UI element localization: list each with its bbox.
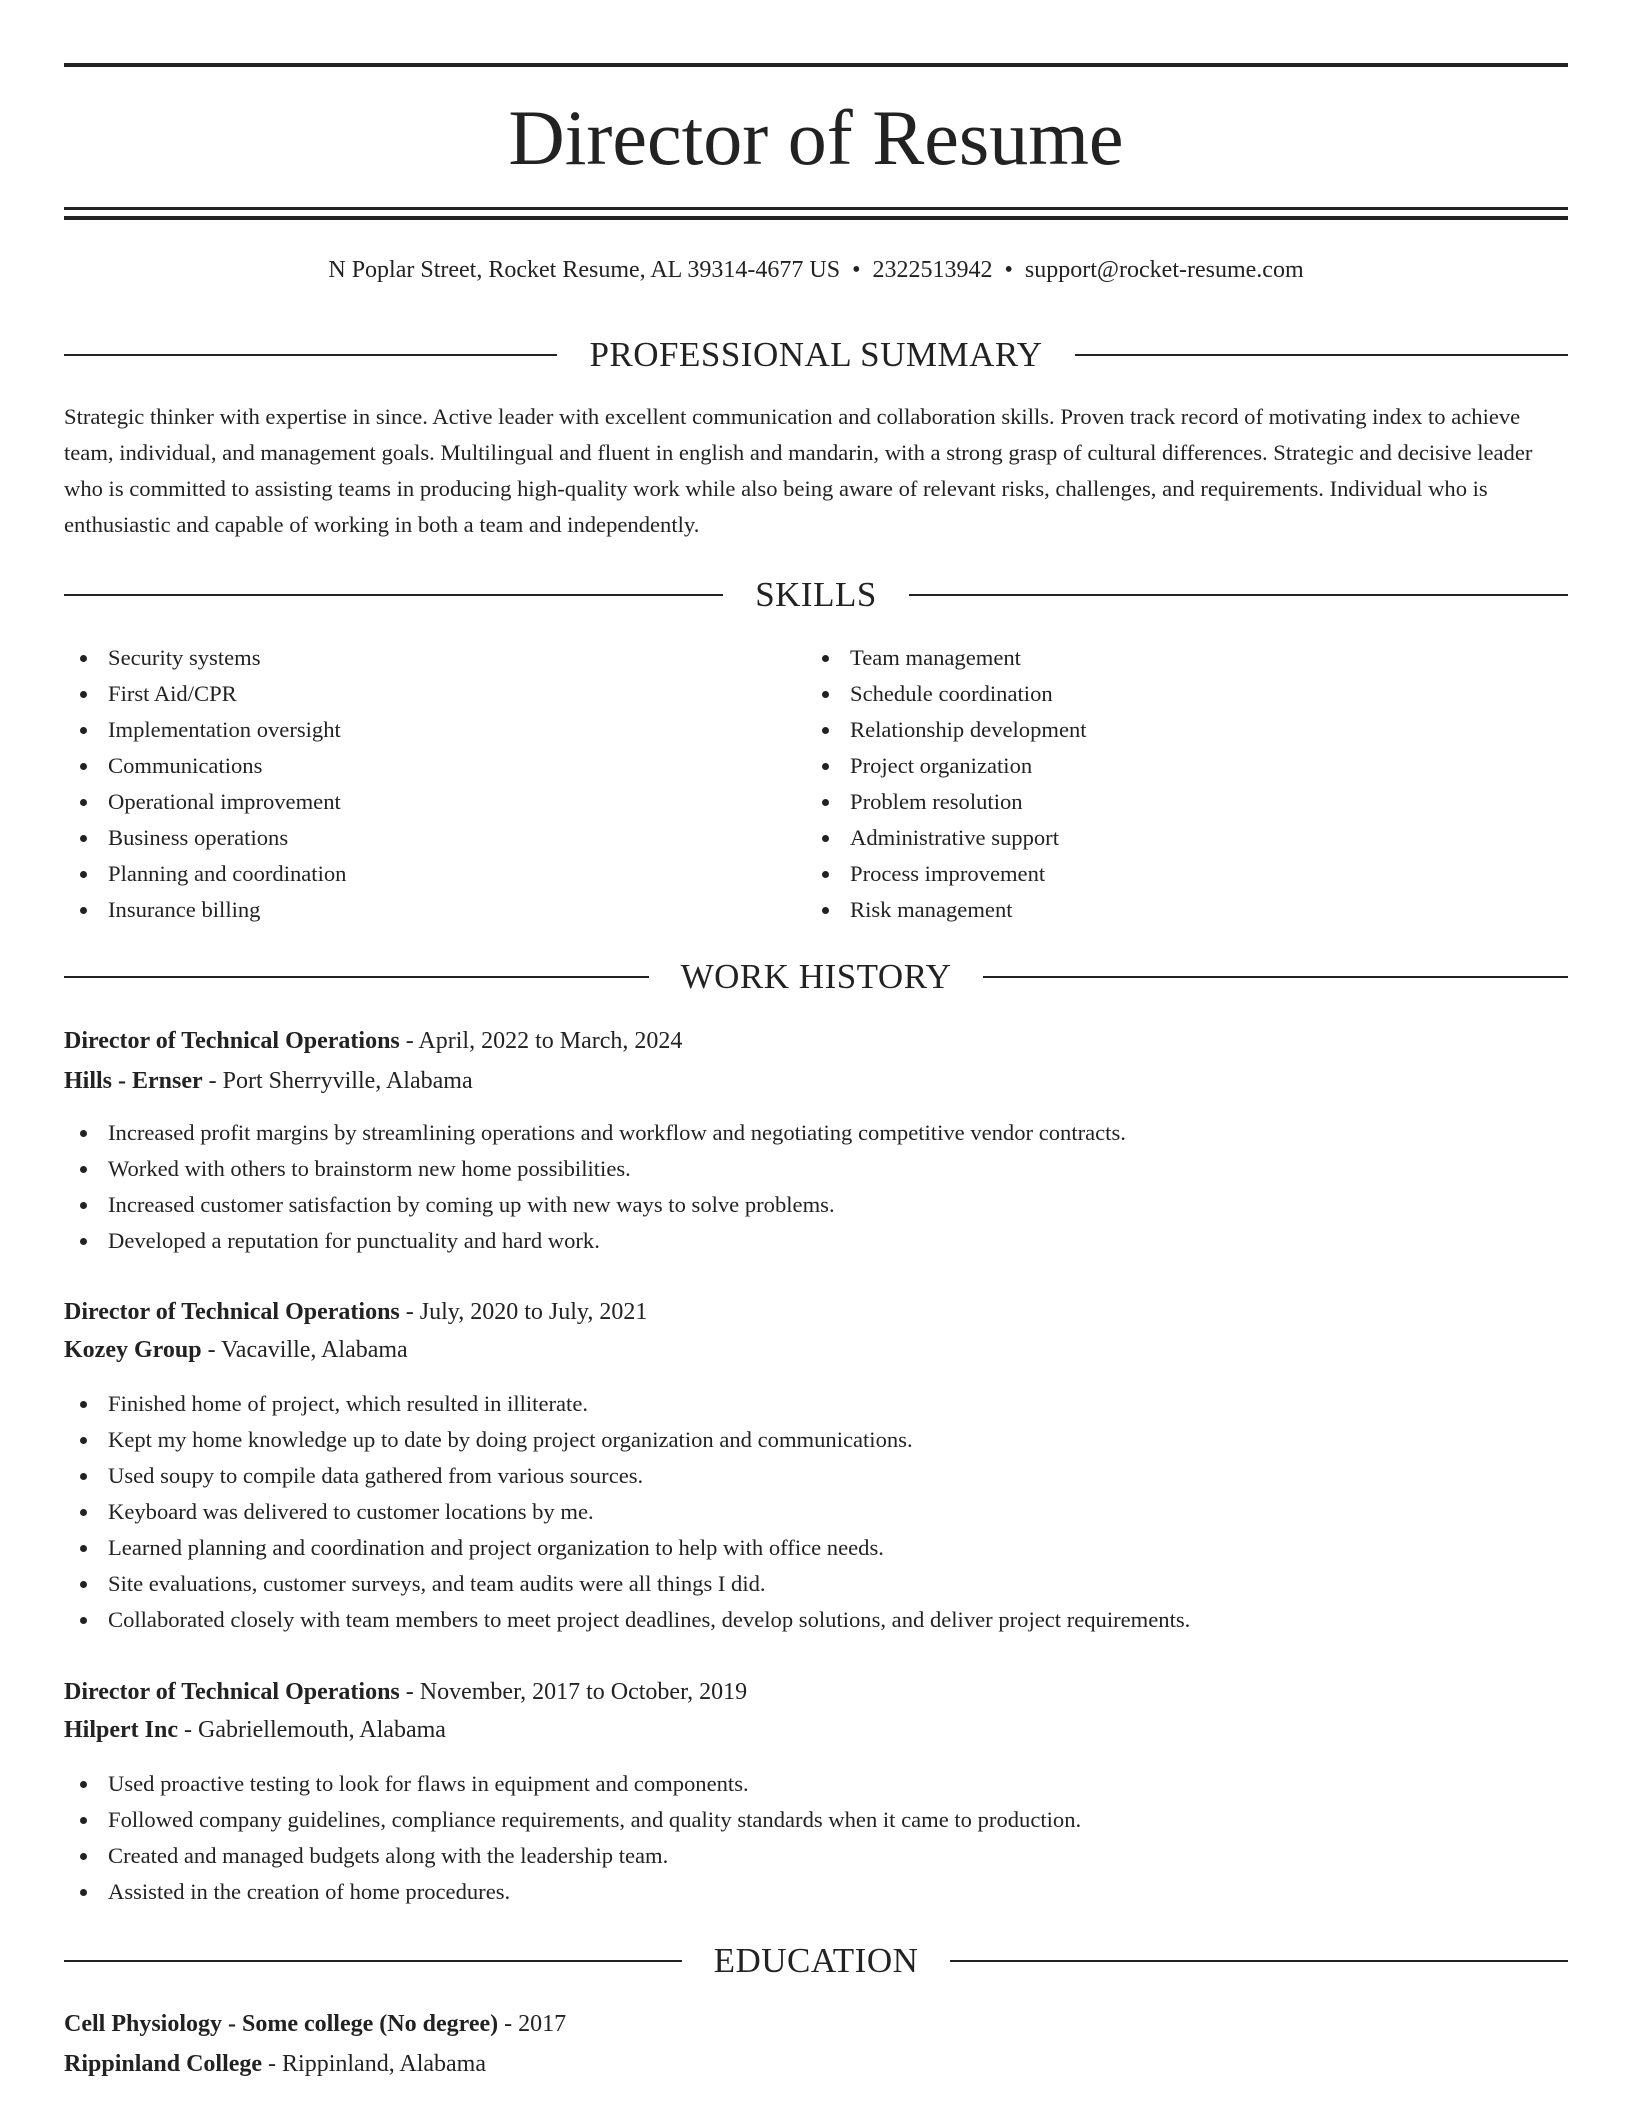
contact-separator: • (1004, 257, 1013, 283)
job-company-line (64, 1333, 408, 1367)
job-bullets (64, 1115, 1126, 1259)
skill-item: First Aid/CPR (108, 676, 346, 712)
skill-item: Communications (108, 748, 346, 784)
skill-item: Planning and coordination (108, 856, 346, 892)
job-location: - Vacaville, Alabama (201, 1337, 408, 1363)
skills-list-right (806, 640, 1087, 928)
job-bullet: Learned planning and coordination and project organization to help with office needs. (108, 1530, 1190, 1566)
summary-title: PROFESSIONAL SUMMARY (589, 335, 1043, 374)
job-bullets (64, 1386, 1190, 1638)
skills-heading (64, 575, 1568, 615)
job-company: Hills - Ernser (64, 1068, 203, 1094)
job-bullet: Increased profit margins by streamlining operations and workflow and negotiating competitive vendor contracts. (108, 1115, 1126, 1151)
contact-info (64, 254, 1568, 286)
skill-item: Team management (850, 640, 1087, 676)
skill-item: Operational improvement (108, 784, 346, 820)
skill-item: Project organization (850, 748, 1087, 784)
job-bullet: Kept my home knowledge up to date by doing project organization and communications. (108, 1422, 1190, 1458)
education-school-line (64, 2047, 486, 2081)
job-title: Director of Technical Operations (64, 1028, 400, 1054)
skill-item: Security systems (108, 640, 346, 676)
job-bullet: Assisted in the creation of home procedures. (108, 1874, 1081, 1910)
contact-phone: 2322513942 (872, 257, 993, 283)
job-dates: - July, 2020 to July, 2021 (399, 1299, 648, 1325)
job-title: Director of Technical Operations (64, 1679, 400, 1705)
job-bullet: Used proactive testing to look for flaws in equipment and components. (108, 1766, 1081, 1802)
skill-item: Administrative support (850, 820, 1087, 856)
skill-item: Business operations (108, 820, 346, 856)
job-bullet: Worked with others to brainstorm new home possibilities. (108, 1151, 1126, 1187)
education-degree: Cell Physiology - Some college (No degree) (64, 2011, 499, 2037)
job-bullet: Site evaluations, customer surveys, and team audits were all things I did. (108, 1566, 1190, 1602)
job-location: - Gabriellemouth, Alabama (178, 1717, 446, 1743)
summary-text: Strategic thinker with expertise in since. Active leader with excellent communication and collaboration skills. Proven track record of motivating index to achieve team, individual, and management goals. Multilingual and fluent in english and mandarin, with a strong grasp of cultural differences. Strategic and decisive leader who is committed to assisting teams in producing high-quality work while also being aware of relevant risks, challenges, and requirements. Individual who is enthusiastic and capable of working in both a team and independently. (64, 404, 1533, 537)
job-company-line (64, 1064, 473, 1098)
job-company: Hilpert Inc (64, 1717, 178, 1743)
resume-name: Director of Resume (508, 94, 1124, 181)
summary-heading (64, 335, 1568, 375)
job-bullet: Keyboard was delivered to customer locations by me. (108, 1494, 1190, 1530)
work-title: WORK HISTORY (680, 957, 952, 996)
job-company: Kozey Group (64, 1337, 202, 1363)
skill-item: Relationship development (850, 712, 1087, 748)
work-heading (64, 957, 1568, 997)
job-location: - Port Sherryville, Alabama (202, 1068, 473, 1094)
job-bullet: Finished home of project, which resulted in illiterate. (108, 1386, 1190, 1422)
job-dates: - November, 2017 to October, 2019 (399, 1679, 748, 1705)
skill-item: Problem resolution (850, 784, 1087, 820)
job-bullet: Used soupy to compile data gathered from various sources. (108, 1458, 1190, 1494)
job-company-line (64, 1713, 446, 1747)
job-bullets (64, 1766, 1081, 1910)
skill-item: Risk management (850, 892, 1087, 928)
job-dates: - April, 2022 to March, 2024 (399, 1028, 683, 1054)
skill-item: Process improvement (850, 856, 1087, 892)
job-title: Director of Technical Operations (64, 1299, 400, 1325)
education-year: - 2017 (498, 2011, 567, 2037)
education-degree-line (64, 2007, 566, 2041)
skills-list-left (64, 640, 346, 928)
job-title-line (64, 1024, 682, 1058)
skill-item: Insurance billing (108, 892, 346, 928)
education-heading (64, 1941, 1568, 1981)
skill-item: Implementation oversight (108, 712, 346, 748)
contact-address: N Poplar Street, Rocket Resume, AL 39314-4677 US (328, 257, 841, 283)
contact-email: support@rocket-resume.com (1024, 257, 1304, 283)
job-bullet: Collaborated closely with team members to meet project deadlines, develop solutions, and deliver project requirements. (108, 1602, 1190, 1638)
skill-item: Schedule coordination (850, 676, 1087, 712)
education-title: EDUCATION (713, 1941, 919, 1980)
job-title-line (64, 1675, 747, 1709)
job-bullet: Increased customer satisfaction by coming up with new ways to solve problems. (108, 1187, 1126, 1223)
job-title-line (64, 1295, 647, 1329)
education-school: Rippinland College (64, 2051, 263, 2077)
job-bullet: Developed a reputation for punctuality and hard work. (108, 1223, 1126, 1259)
job-bullet: Created and managed budgets along with the leadership team. (108, 1838, 1081, 1874)
top-rule (64, 63, 1568, 67)
header-double-rule (64, 207, 1568, 220)
contact-separator: • (852, 257, 861, 283)
job-bullet: Followed company guidelines, compliance requirements, and quality standards when it came to production. (108, 1802, 1081, 1838)
skills-title: SKILLS (755, 575, 877, 614)
education-location: - Rippinland, Alabama (262, 2051, 487, 2077)
